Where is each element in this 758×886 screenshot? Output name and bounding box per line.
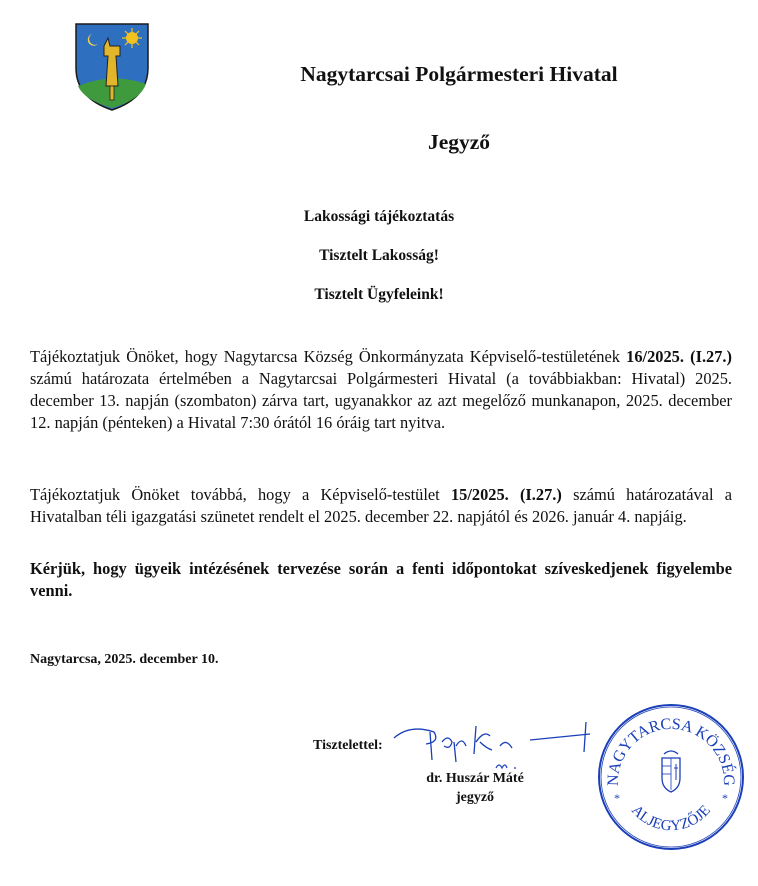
- organization-name: Nagytarcsai Polgármesteri Hivatal: [300, 62, 618, 86]
- resolution-number: 16/2025. (I.27.): [626, 347, 732, 366]
- resolution-number: 15/2025. (I.27.): [450, 485, 562, 504]
- stamp-bottom-text: ALJEGYZŐJE: [628, 802, 714, 835]
- stamp-top-text: NAGYTARCSA KÖZSÉG: [604, 715, 738, 787]
- paragraph-winter-break: [30, 484, 732, 528]
- coat-of-arms-icon: [72, 20, 152, 112]
- hungarian-coat-of-arms-icon: [662, 751, 680, 792]
- signer-name: dr. Huszár Máté: [426, 771, 524, 786]
- regards-label: Tisztelettel:: [313, 738, 383, 753]
- notice-title: Lakossági tájékoztatás: [303, 208, 455, 225]
- office-role: Jegyző: [427, 130, 491, 154]
- paragraph-text: számú határozata értelmében a Nagytarcsai Polgármesteri Hivatal (a továbbiakban: Hivatal) 2025. december 13. napján (szombaton) zárva tart, ugyanakkor az azt megelőző munkanapon, 2025. december 12. napján (pénteken) a Hivatal 7:30 órától 16 óráig tart nyitva.: [30, 369, 732, 432]
- official-stamp-icon: [596, 702, 746, 852]
- signer-block: [415, 769, 535, 807]
- greeting-residents: Tisztelt Lakosság!: [319, 247, 439, 264]
- signature-icon: [390, 712, 600, 772]
- place-date: Nagytarcsa, 2025. december 10.: [30, 652, 219, 667]
- paragraph-text: Tájékoztatjuk Önöket, hogy Nagytarcsa Község Önkormányzata Képviselő-testületének: [30, 347, 627, 366]
- paragraph-closure: [30, 346, 732, 434]
- paragraph-text: Tájékoztatjuk Önöket továbbá, hogy a Képviselő-testület: [30, 485, 451, 504]
- signer-title: jegyző: [455, 790, 495, 805]
- request-paragraph: Kérjük, hogy ügyeik intézésének tervezése során a fenti időpontokat szíveskedjenek figyelembe venni.: [30, 559, 732, 600]
- greeting-clients: Tisztelt Ügyfeleink!: [314, 286, 444, 303]
- paragraph-text: számú határozatával a Hivatalban téli igazgatási szünetet rendelt el 2025. december 22. napjától és 2026. január 4. napjáig.: [30, 485, 732, 526]
- svg-text:*: *: [614, 791, 620, 805]
- svg-text:*: *: [722, 791, 728, 805]
